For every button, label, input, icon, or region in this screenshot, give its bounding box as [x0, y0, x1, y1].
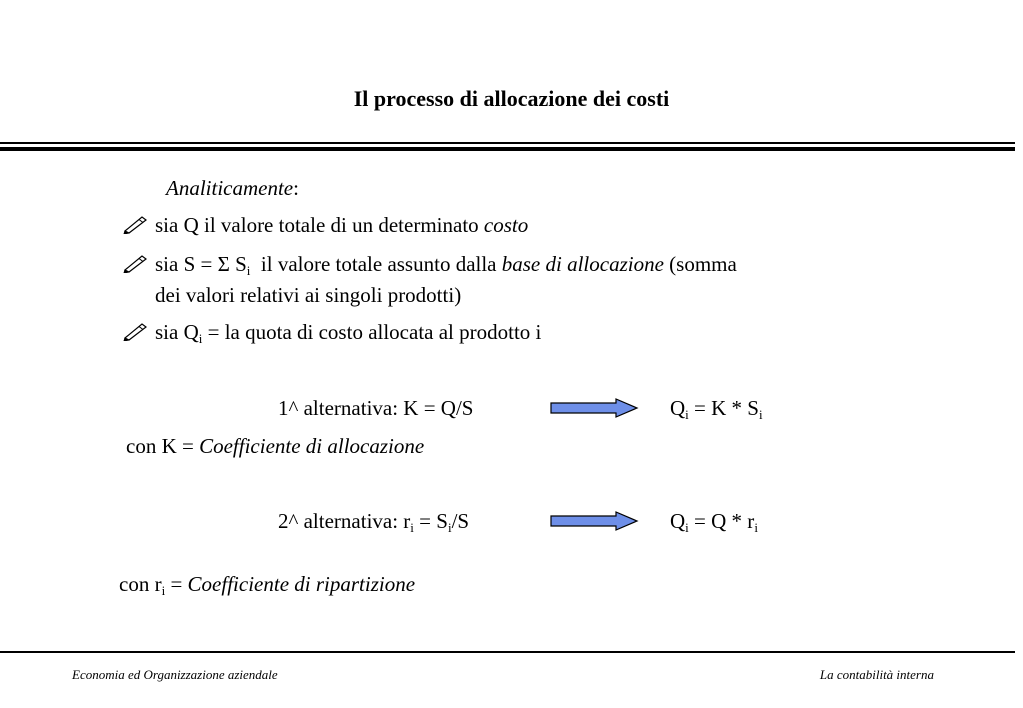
sigma-symbol: Σ — [217, 252, 230, 276]
alt2-result-mid: = Q * r — [688, 509, 755, 533]
alt2-result-q: Q — [670, 509, 686, 533]
header-rule-thin — [0, 142, 1015, 144]
bullet-2-post: (somma — [663, 252, 737, 276]
intro-colon: : — [293, 176, 299, 200]
bullet-2-mid: il valore totale assunto dalla — [250, 252, 502, 276]
intro-word: Analiticamente — [166, 176, 294, 200]
pencil-icon — [122, 253, 148, 273]
pencil-icon — [122, 321, 148, 341]
alt1-result — [670, 394, 763, 422]
s-variable: S — [229, 252, 247, 276]
alt1-note — [126, 432, 424, 460]
footer-rule — [0, 651, 1015, 653]
arrow-right-icon — [549, 511, 639, 531]
bullet-1-text: sia Q il valore totale di un determinato — [155, 213, 484, 237]
bullet-1-italic: costo — [483, 213, 529, 237]
bullet-2-line2: dei valori relativi ai singoli prodotti) — [155, 283, 462, 307]
bullet-3-post: = la quota di costo allocata al prodotto i — [202, 320, 542, 344]
alt2-label-mid: = S — [413, 509, 448, 533]
alt2-label-pre: 2^ alternativa: r — [278, 509, 411, 533]
alt2-note-italic: Coefficiente di ripartizione — [187, 572, 416, 596]
alt1-label: 1^ alternativa: K = Q/S — [278, 396, 474, 420]
bullet-2-italic: base di allocazione — [501, 252, 664, 276]
alt1-result-q-sub: i — [685, 407, 689, 422]
q-subscript: i — [198, 331, 203, 346]
bullet-2-text: sia S = — [155, 252, 218, 276]
alt2-result-q-sub: i — [685, 520, 689, 535]
alt2-result-sub: i — [754, 520, 758, 535]
footer-left: Economia ed Organizzazione aziendale — [72, 667, 278, 682]
alt1-result-sub: i — [759, 407, 763, 422]
alt1-note-text: con K = — [126, 434, 200, 458]
alt2-result — [670, 507, 758, 535]
alt2-note-mid: = — [165, 572, 188, 596]
alt1-note-italic: Coefficiente di allocazione — [199, 434, 425, 458]
alt2-label-sub1: i — [410, 520, 414, 535]
alt1-result-mid: = K * S — [688, 396, 759, 420]
alt2-label — [278, 507, 469, 535]
bullet-2 — [155, 250, 737, 278]
intro-line — [166, 174, 299, 202]
alt2-note-text: con r — [119, 572, 162, 596]
alt2-note — [119, 570, 415, 598]
bullet-3 — [155, 318, 541, 346]
alt1-result-q: Q — [670, 396, 686, 420]
bullet-3-text: sia Q — [155, 320, 199, 344]
pencil-icon — [122, 214, 148, 234]
page-title: Il processo di allocazione dei costi — [353, 86, 670, 111]
bullet-1 — [155, 211, 528, 239]
s-subscript: i — [246, 263, 251, 278]
alt2-note-sub: i — [161, 583, 166, 598]
footer-right: La contabilità interna — [819, 667, 934, 682]
alt2-label-post: /S — [451, 509, 470, 533]
header-rule-thick — [0, 147, 1015, 151]
alt2-label-sub2: i — [447, 520, 452, 535]
arrow-right-icon — [549, 398, 639, 418]
